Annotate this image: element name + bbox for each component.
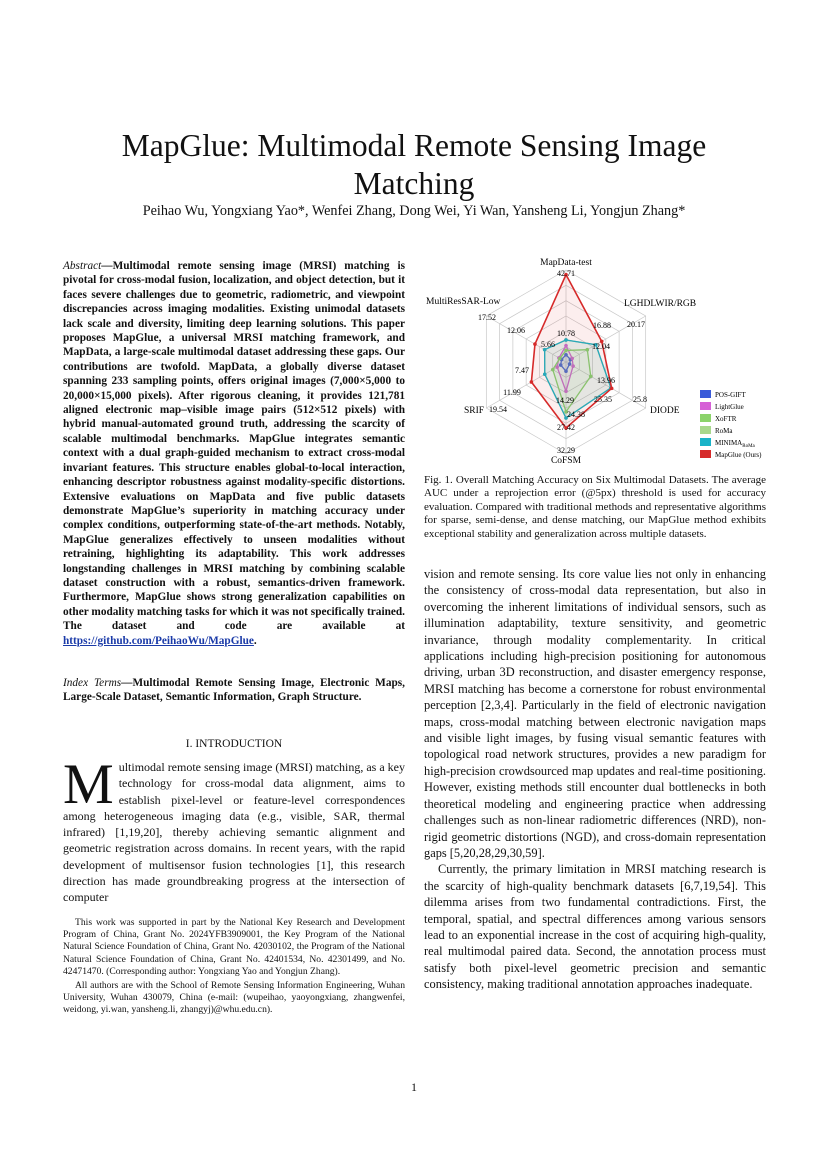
value-label: 7.47	[515, 366, 529, 375]
paragraph: vision and remote sensing. Its core value lies not only in enhancing the consistency of cross-modal data representation, but also in overcoming the inherent limitations of individual sensors, such as illumination adaptability, texture sensitivity, and geometric invariance, through modality complementarity. In critical applications including high-precision positioning for autonomous driving, urban 3D reconstruction, and disaster emergency response, MRSI matching has become a cornerstone for robust environmental perception [2,3,4]. Particularly in the field of electronic navigation maps, cross-modal matching between electronic navigation maps and visible light images, by fusing visual semantic features with topological road network structures, provides a new paradigm for high-precision crowdsourced map updates and real-time positioning. However, existing methods still encounter dual bottlenecks in both theoretical modeling and engineering practice when addressing challenges such as non-linear radiometric differences (NRD), non-rigid geometric distortions (NGD), and cross-domain representation gaps [5,20,28,29,30,59].	[424, 567, 766, 860]
drop-cap: M	[63, 753, 114, 816]
radar-series	[530, 273, 614, 430]
figure-caption: Fig. 1. Overall Matching Accuracy on Six Multimodal Datasets. The average AUC under a reprojection error (@5px) threshold is used for accuracy evaluation. Compared with traditional methods and representative algorithms for sparse, semi-dense, and dense matching, our MapGlue method exhibits exceptional stability and generalization across multiple datasets.	[424, 474, 766, 540]
axis-label: SRIF	[464, 406, 485, 416]
value-label: 10.78	[557, 329, 575, 338]
legend-swatch	[700, 438, 711, 446]
legend-swatch	[700, 390, 711, 398]
value-label: 5.66	[541, 340, 555, 349]
value-label: 19.54	[489, 405, 507, 414]
legend-label: RoMa	[715, 427, 733, 435]
value-label: 20.17	[627, 320, 645, 329]
value-label: 42.71	[557, 269, 575, 278]
legend-label: POS-GIFT	[715, 391, 746, 399]
value-label: 24.38	[567, 410, 585, 419]
abstract-label: Abstract	[63, 260, 102, 272]
value-label: 25.8	[633, 395, 647, 404]
abstract-end: .	[253, 634, 257, 647]
legend-label: LightGlue	[715, 403, 744, 411]
series-point	[610, 387, 614, 391]
radar-chart	[424, 255, 774, 469]
page-number: 1	[411, 1080, 417, 1094]
axis-label: MultiResSAR-Low	[426, 297, 501, 307]
value-label: 16.88	[593, 321, 611, 330]
legend-swatch	[700, 450, 711, 458]
legend-label: $MINIMA_{RoMa}$	[715, 439, 755, 449]
index-terms-label: Index Terms	[63, 677, 122, 689]
axis-label: DIODE	[650, 406, 680, 416]
series-point	[530, 380, 534, 384]
value-label: 13.96	[597, 376, 615, 385]
value-label: 12.06	[507, 326, 525, 335]
series-point	[533, 342, 537, 346]
footnotes	[63, 917, 405, 1019]
legend-swatch	[700, 414, 711, 422]
legend-label: MapGlue (Ours)	[715, 451, 762, 459]
axis-label: LGHDLWIR/RGB	[624, 299, 697, 309]
axis-label: MapData-test	[540, 258, 592, 268]
legend-swatch	[700, 426, 711, 434]
github-link[interactable]: https://github.com/PeihaoWu/MapGlue	[63, 634, 254, 647]
index-terms	[63, 676, 405, 705]
index-terms-text: —Multimodal Remote Sensing Image, Electronic Maps, Large-Scale Dataset, Semantic Information, Graph Structure.	[63, 677, 405, 704]
legend-label: XoFTR	[715, 415, 737, 423]
affiliation-footnote: All authors are with the School of Remote Sensing Information Engineering, Wuhan University, Wuhan 430079, China (e-mail: (wupeihao, yaoyongxiang, zhangwenfei, weidong, yi.wan, yansheng.li, zhangyj)@whu.edu.cn).	[63, 980, 405, 1016]
funding-footnote: This work was supported in part by the National Key Research and Development Program of China, Grant No. 2024YFB3909001, the Key Program of the National Natural Science Foundation of China, Grant No. 42030102, the Program of the National Natural Science Foundation of China, Grant No. 42401534, No. 42301499, and No. 42471470. (Corresponding author: Yongxiang Yao and Yongjun Zhang).	[63, 917, 405, 977]
value-label: 11.99	[503, 388, 521, 397]
intro-text: ultimodal remote sensing image (MRSI) matching, as a key technology for cross-modal data alignment, aims to establish pixel-level or feature-level correspondences among heterogeneous imaging data (e.g., visible, SAR, thermal infrared) [1,19,20], thereby achieving semantic alignment and geometric registration across domains. In recent years, with the rapid development of multisensor fusion technologies [1], this research direction has made groundbreaking progress at the intersection of computer	[63, 760, 405, 905]
legend-swatch	[700, 402, 711, 410]
value-label: 27.42	[557, 423, 575, 432]
radar-legend	[700, 390, 762, 459]
value-label: 32.29	[557, 446, 575, 455]
introduction-paragraph	[63, 753, 405, 906]
paragraph: Currently, the primary limitation in MRSI matching research is the scarcity of high-quality benchmark datasets [6,7,19,54]. This dilemma arises from two fundamental contradictions. First, the temporal, spatial, and spectral differences among various sensors lead to an exponential increase in the cost of acquiring high-quality, real multimodal paired data. Second, the annotation process must satisfy both pixel-level geometric precision and semantic consistency, making traditional annotation approaches inadequate.	[424, 862, 766, 992]
author-list: Peihao Wu, Yongxiang Yao*, Wenfei Zhang, Dong Wei, Yi Wan, Yansheng Li, Yongjun Zhang*	[142, 203, 686, 219]
axis-label: CoFSM	[550, 456, 582, 466]
value-label: 25.35	[594, 395, 612, 404]
abstract	[63, 259, 405, 648]
right-column-text	[424, 566, 766, 993]
series-line	[531, 275, 611, 428]
value-label: 14.29	[556, 396, 574, 405]
value-label: 12.04	[592, 342, 610, 351]
paper-title: MapGlue: Multimodal Remote Sensing Image Matching	[121, 128, 707, 201]
section-heading: I. INTRODUCTION	[185, 738, 283, 750]
value-label: 17.52	[478, 313, 496, 322]
abstract-text: —Multimodal remote sensing image (MRSI) matching is pivotal for cross-modal fusion, localization, and object detection, but it faces severe challenges due to geometric, radiometric, and viewpoint discrepancies across imaging modalities. Existing unimodal datasets lack scale and diversity, limiting deep learning solutions. This paper proposes MapGlue, a universal MRSI matching framework, and MapData, a large-scale multimodal dataset addressing these gaps. Our contributions are twofold. MapData, a globally diverse dataset spanning 233 sampling points, offers original images (7,000×5,000 to 20,000×15,000 pixels). After rigorous cleaning, it provides 121,781 aligned electronic map–visible image pairs (512×512 pixels) with hybrid manual-automated ground truth, addressing the scarcity of scalable multimodal benchmarks. MapGlue integrates semantic context with a dual graph-guided mechanism to extract cross-modal invariant features. This structure enables global-to-local interaction, enhancing descriptor robustness against modality-specific distortions. Extensive evaluations on MapData and five public datasets demonstrate MapGlue’s superiority in matching accuracy under complex conditions, outperforming state-of-the-art methods. Notably, MapGlue generalizes effectively to unseen modalities without retraining, highlighting its adaptability. This work addresses longstanding challenges in MRSI matching by combining scalable dataset construction with a robust, semantics-driven framework. Furthermore, MapGlue shows strong generalization capabilities on other modality matching tasks for which it was not specifically trained. The dataset and code are available at	[63, 260, 405, 633]
